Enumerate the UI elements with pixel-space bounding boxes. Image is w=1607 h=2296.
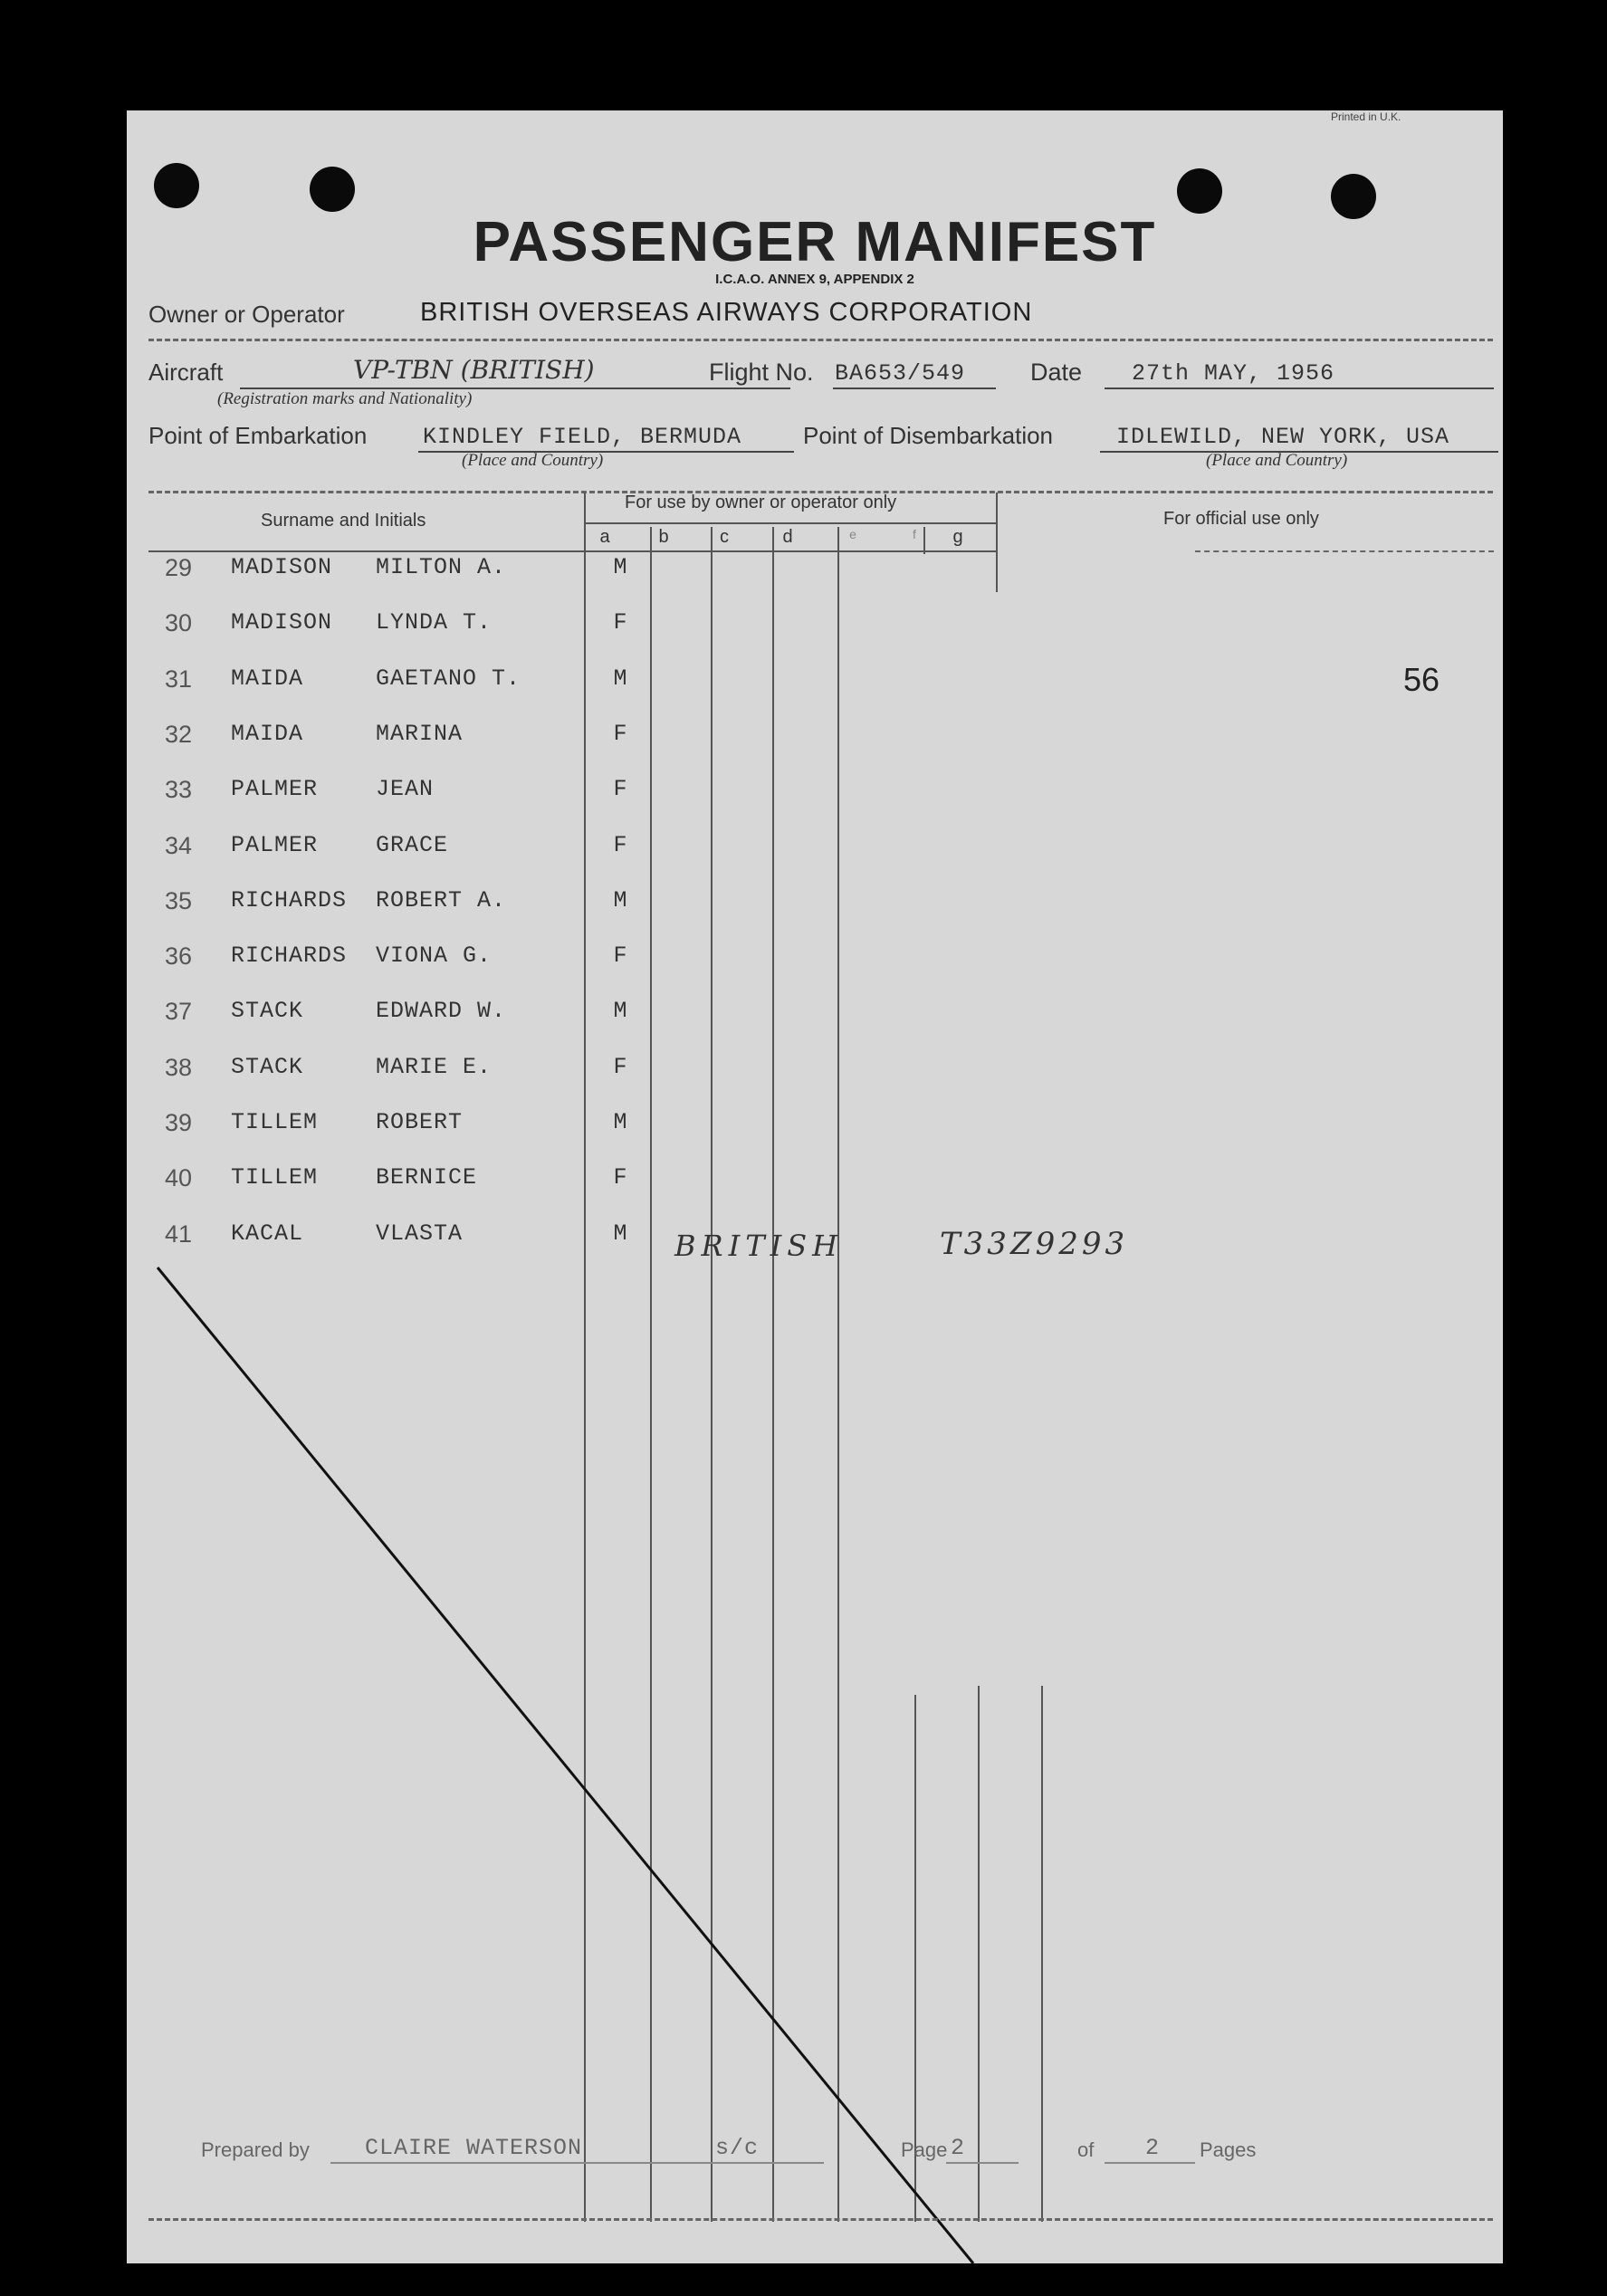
row-number: 29 bbox=[165, 554, 193, 581]
owner-use-header: For use by owner or operator only bbox=[625, 493, 897, 512]
prepared-label: Prepared by bbox=[201, 2138, 310, 2161]
prepared-underline bbox=[330, 2162, 824, 2164]
nationality-note: BRITISH bbox=[674, 1229, 844, 1263]
of-underline bbox=[1105, 2162, 1195, 2164]
passenger-given-name: VLASTA bbox=[376, 1220, 464, 1247]
footer-rule bbox=[148, 2218, 1493, 2221]
passenger-surname: PALMER bbox=[231, 832, 319, 858]
row-number: 30 bbox=[165, 609, 193, 636]
passenger-sex: M bbox=[613, 665, 627, 692]
aircraft-hint: (Registration marks and Nationality) bbox=[217, 389, 473, 408]
passenger-given-name: MARIE E. bbox=[376, 1054, 493, 1080]
page-subtitle: I.C.A.O. ANNEX 9, APPENDIX 2 bbox=[715, 272, 914, 287]
of-label: of bbox=[1077, 2138, 1095, 2161]
aircraft-label: Aircraft bbox=[148, 359, 224, 386]
owner-value: BRITISH OVERSEAS AIRWAYS CORPORATION bbox=[420, 298, 1033, 327]
row-number: 36 bbox=[165, 942, 193, 970]
passenger-surname: MAIDA bbox=[231, 665, 304, 692]
disembark-label: Point of Disembarkation bbox=[803, 422, 1054, 449]
passenger-sex: F bbox=[613, 942, 627, 969]
page-value: 2 bbox=[951, 2135, 966, 2161]
document-note: T33Z9293 bbox=[940, 1226, 1129, 1262]
row-number: 39 bbox=[165, 1109, 193, 1136]
row-number: 35 bbox=[165, 887, 193, 914]
aircraft-value: VP-TBN (BRITISH) bbox=[353, 355, 595, 385]
passenger-surname: STACK bbox=[231, 998, 304, 1024]
passenger-surname: KACAL bbox=[231, 1220, 304, 1247]
passenger-surname: MADISON bbox=[231, 554, 333, 580]
date-value: 27th MAY, 1956 bbox=[1132, 360, 1335, 387]
passenger-given-name: MILTON A. bbox=[376, 554, 507, 580]
passenger-given-name: JEAN bbox=[376, 776, 435, 802]
passenger-given-name: GRACE bbox=[376, 832, 449, 858]
official-use-header: For official use only bbox=[1163, 509, 1319, 529]
row-number: 34 bbox=[165, 832, 193, 859]
prepared-value: CLAIRE WATERSON bbox=[365, 2135, 583, 2161]
row-number: 33 bbox=[165, 776, 193, 803]
passenger-given-name: LYNDA T. bbox=[376, 609, 493, 636]
pages-label: Pages bbox=[1200, 2138, 1257, 2161]
flight-label: Flight No. bbox=[709, 359, 814, 386]
embark-label: Point of Embarkation bbox=[148, 422, 368, 449]
passenger-surname: PALMER bbox=[231, 776, 319, 802]
prepared-suffix: s/c bbox=[715, 2135, 760, 2161]
row-number: 38 bbox=[165, 1054, 193, 1081]
passenger-surname: MAIDA bbox=[231, 721, 304, 747]
column-g-label: g bbox=[952, 527, 963, 547]
column-d-label: d bbox=[782, 527, 793, 547]
page-title: PASSENGER MANIFEST bbox=[473, 211, 1157, 273]
passenger-surname: STACK bbox=[231, 1054, 304, 1080]
passenger-sex: F bbox=[613, 1164, 627, 1191]
passenger-sex: M bbox=[613, 998, 627, 1024]
manifest-sheet bbox=[127, 110, 1503, 2263]
passenger-given-name: GAETANO T. bbox=[376, 665, 521, 692]
passenger-sex: F bbox=[613, 1054, 627, 1080]
passenger-given-name: VIONA G. bbox=[376, 942, 493, 969]
passenger-sex: F bbox=[613, 776, 627, 802]
row-number: 40 bbox=[165, 1164, 193, 1191]
cancellation-line bbox=[127, 110, 1503, 2263]
column-e-label: e bbox=[849, 527, 856, 541]
passenger-sex: M bbox=[613, 554, 627, 580]
row-number: 37 bbox=[165, 998, 193, 1025]
column-b-label: b bbox=[658, 527, 669, 547]
passenger-sex: M bbox=[613, 1220, 627, 1247]
passenger-surname: RICHARDS bbox=[231, 887, 348, 914]
passenger-surname: MADISON bbox=[231, 609, 333, 636]
passenger-sex: M bbox=[613, 1109, 627, 1135]
owner-label: Owner or Operator bbox=[148, 301, 345, 328]
passenger-given-name: BERNICE bbox=[376, 1164, 478, 1191]
column-c-label: c bbox=[720, 527, 729, 547]
row-number: 32 bbox=[165, 721, 193, 748]
flight-value: BA653/549 bbox=[835, 360, 966, 387]
surname-header: Surname and Initials bbox=[261, 511, 426, 531]
passenger-given-name: ROBERT A. bbox=[376, 887, 507, 914]
passenger-given-name: EDWARD W. bbox=[376, 998, 507, 1024]
column-a-label: a bbox=[599, 527, 610, 547]
passenger-sex: F bbox=[613, 832, 627, 858]
passenger-surname: TILLEM bbox=[231, 1164, 319, 1191]
disembark-value: IDLEWILD, NEW YORK, USA bbox=[1116, 424, 1450, 450]
page-underline bbox=[946, 2162, 1019, 2164]
passenger-surname: TILLEM bbox=[231, 1109, 319, 1135]
official-number: 56 bbox=[1403, 661, 1440, 698]
page-label: Page bbox=[901, 2138, 948, 2161]
passenger-sex: F bbox=[613, 721, 627, 747]
embark-value: KINDLEY FIELD, BERMUDA bbox=[423, 424, 742, 450]
passenger-given-name: MARINA bbox=[376, 721, 464, 747]
of-value: 2 bbox=[1145, 2135, 1161, 2161]
printed-note: Printed in U.K. bbox=[1331, 110, 1401, 123]
column-f-label: f bbox=[913, 527, 916, 541]
disembark-hint: (Place and Country) bbox=[1206, 451, 1348, 470]
embark-hint: (Place and Country) bbox=[462, 451, 604, 470]
passenger-surname: RICHARDS bbox=[231, 942, 348, 969]
passenger-sex: M bbox=[613, 887, 627, 914]
row-number: 31 bbox=[165, 665, 193, 693]
passenger-sex: F bbox=[613, 609, 627, 636]
row-number: 41 bbox=[165, 1220, 193, 1248]
passenger-given-name: ROBERT bbox=[376, 1109, 464, 1135]
date-label: Date bbox=[1030, 359, 1083, 386]
